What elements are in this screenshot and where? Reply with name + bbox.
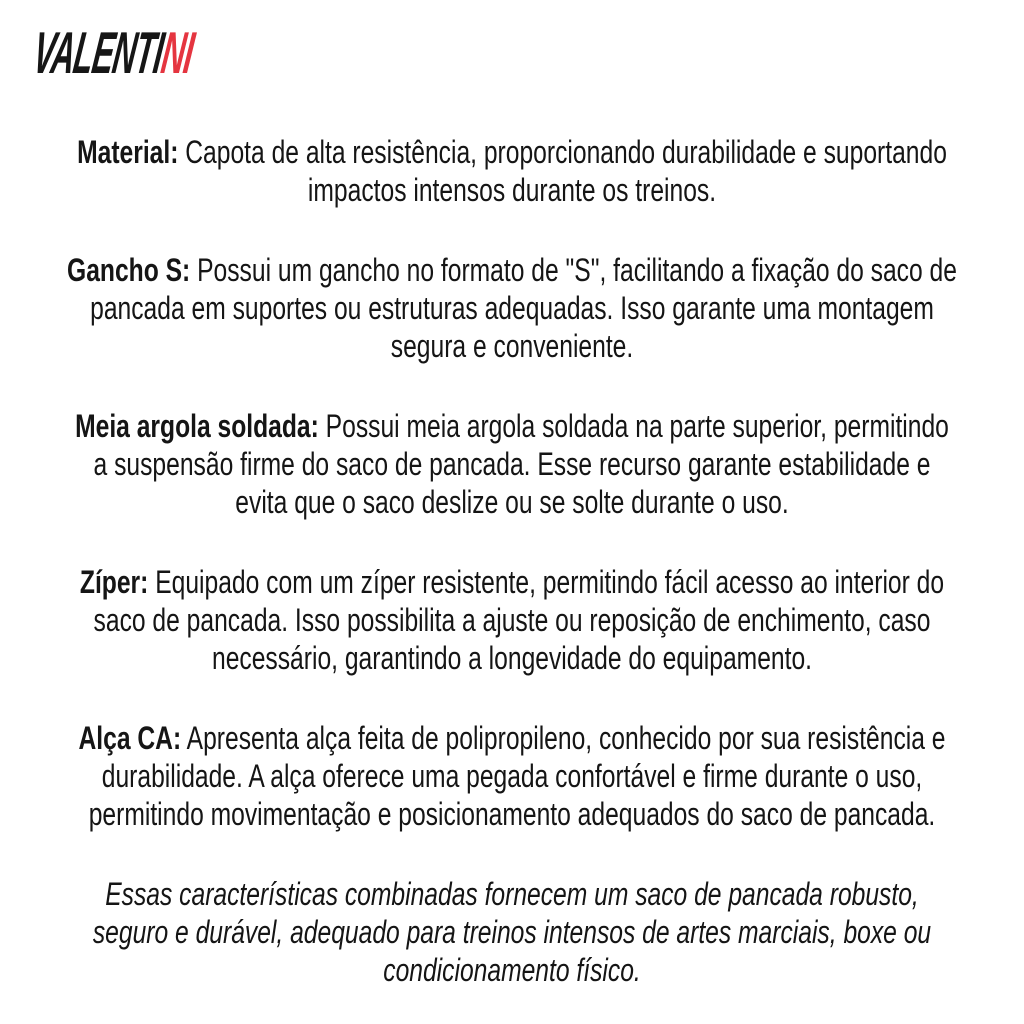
feature-text: Possui meia argola soldada na parte superior, permitindo [325,408,949,444]
paragraph-line: seguro e durável, adequado para treinos intensos de artes marciais, boxe ou [92,914,932,950]
feature-paragraph-alca-ca [0,719,1024,833]
product-description [0,133,1024,1024]
paragraph-line: condicionamento físico. [383,952,641,988]
feature-label: Zíper: [79,564,149,600]
valentini-logo [29,20,198,86]
paragraph-line: Essas características combinadas fornecem um saco de pancada robusto, [105,876,919,912]
paragraph-line [0,251,1024,289]
paragraph-line: pancada em suportes ou estruturas adequadas. Isso garante uma montagem [90,290,934,326]
feature-label: Alça CA: [78,720,182,756]
feature-paragraph-gancho-s [0,251,1024,365]
paragraph-line: saco de pancada. Isso possibilita a ajuste ou reposição de enchimento, caso [93,602,931,638]
feature-label: Material: [77,134,179,170]
feature-text: Equipado com um zíper resistente, permitindo fácil acesso ao interior do [155,564,945,600]
logo-text-red: NI [157,20,198,86]
paragraph-line: permitindo movimentação e posicionamento adequados do saco de pancada. [88,796,936,832]
paragraph-line [0,563,1024,601]
feature-paragraph-meia-argola [0,407,1024,521]
paragraph-line [0,133,1024,171]
feature-text: Capota de alta resistência, proporcionando durabilidade e suportando [185,134,947,170]
paragraph-line: evita que o saco deslize ou se solte durante o uso. [235,484,789,520]
paragraph-line: necessário, garantindo a longevidade do equipamento. [211,640,812,676]
paragraph-line: durabilidade. A alça oferece uma pegada confortável e firme durante o uso, [101,758,923,794]
feature-paragraph-ziper [0,563,1024,677]
logo-text-black: VALENTI [29,20,168,86]
paragraph-line [0,407,1024,445]
closing-summary [0,875,1024,989]
paragraph-line [0,719,1024,757]
feature-paragraph-material [0,133,1024,209]
feature-label: Gancho S: [67,252,191,288]
feature-label: Meia argola soldada: [75,408,319,444]
paragraph-line: a suspensão firme do saco de pancada. Esse recurso garante estabilidade e [93,446,931,482]
paragraph-line: impactos intensos durante os treinos. [307,172,717,208]
feature-text: Possui um gancho no formato de "S", facilitando a fixação do saco de [197,252,957,288]
paragraph-line: segura e conveniente. [390,328,634,364]
feature-text: Apresenta alça feita de polipropileno, conhecido por sua resistência e [186,720,946,756]
